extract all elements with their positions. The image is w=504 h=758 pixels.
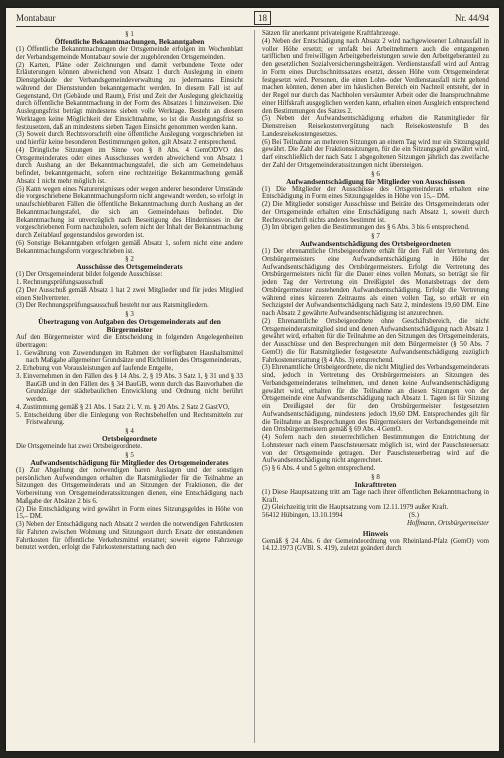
- section-number: § 4: [125, 427, 134, 435]
- paragraph: (6) Bei Teilnahme an mehreren Sitzungen an einem Tag wird nur ein Sitzungsgeld gewährt. Die Zahl der Fraktionssitzungen, für die ein Sitzungsgeld gewährt wird, darf einschließlich der nach Satz 1 abgegoltenen Sitzungen jährlich das zweifache der Zahl der Ortsgemeinderatssitzungen nicht übersteigen.: [262, 138, 489, 169]
- section-number: § 2: [125, 255, 134, 264]
- paragraph: (4) Neben der Entschädigung nach Absatz 2 wird nachgewiesener Lohnausfall in voller Höhe ersetzt; er umfaßt bei Arbeitnehmern auch die entgangenen tariflichen und freiwilligen Arbeitgeberleistungen sowie den Arbeitgeberanteil zu den gesetzlichen Sozialversicherungsbeiträgen. Verdienstausfall wird auf Antrag in Form eines Durchschnittssatzes ersetzt, dessen Höhe vom Ortsgemeinderat festgesetzt wird. Personen, die einen Lohn- oder Verdienstausfall nicht geltend machen können, denen aber im häuslichen Bereich ein Nachteil entsteht, der in der Regel nur durch das Nachholen versäumter Arbeit oder die Inanspruchnahme einer Hilfskraft ausgeglichen werden kann, erhalten einen Ausgleich entsprechend den Bestimmungen des Satzes 2.: [262, 37, 489, 115]
- list-item: 1. Gewährung von Zuwendungen im Rahmen der verfügbaren Haushaltsmittel nach Maßgabe allgemeiner Grundsätze und Richtlinien des Ortsgemeinderats,: [16, 349, 243, 365]
- paragraph: Die Ortsgemeinde hat zwei Ortsbeigeordnete.: [16, 443, 143, 450]
- section-number: § 7: [371, 232, 380, 240]
- paragraph: (1) Die Mitglieder der Ausschüsse des Ortsgemeinderats erhalten eine Entschädigung in Form eines Sitzungsgeldes in Höhe von 15,– DM.: [262, 185, 489, 201]
- section-heading: Aufwandsentschädigung für Mitglieder des Ortsgemeinderates: [30, 457, 229, 467]
- document-page: [6, 8, 499, 751]
- section-number: § 5: [125, 450, 134, 459]
- signatory: Hoffmann, Ortsbürgermeister: [406, 519, 489, 527]
- section-number: § 8: [371, 472, 380, 481]
- paragraph: (5) Kann wegen eines Naturereignisses oder wegen anderer besonderer Umstände die vorgeschriebene Bekanntmachungsform nicht angewandt werden, so erfolgt in unaufschiebbaren Fällen die öffentliche Bekanntmachung durch Aushang an der Bekanntmachungstafel, die sich am Gemeindehaus befindet. Die Bekanntmachung ist unverzüglich nach Beseitigung des Hindernisses in der vorgeschriebenen Form nachzuholen, sofern nicht der Inhalt der Bekanntmachung durch Zeitablauf gegenstandslos geworden ist.: [16, 185, 243, 239]
- header-rule: [16, 26, 489, 27]
- section-heading: Öffentliche Bekanntmachungen, Bekanntgaben: [54, 37, 205, 46]
- paragraph: (6) Sonstige Bekanntgaben erfolgen gemäß Absatz 1, sofern nicht eine andere Bekanntmachungsform vorgeschrieben ist.: [16, 239, 243, 255]
- paragraph: (5) Neben der Aufwandsentschädigung erhalten die Ratsmitglieder für Dienstreisen Reisekostenvergütung nach Reisekostenstufe B des Landesreisekostengesetzes.: [262, 115, 489, 138]
- section-heading: Ortsbeigeordnete: [101, 434, 157, 443]
- list-item: 3. Einvernehmen in den Fällen des § 14 Abs. 2, § 19 Abs. 3 Satz 1, § 31 und § 33 BauGB und in den Fällen des § 34 BauGB, wenn durch das Bauvorhaben die Grundzüge der städtebaulichen Entwicklung und Ordnung nicht berührt werden.: [16, 372, 243, 403]
- page-header: [16, 11, 489, 27]
- paragraph: (2) Der Ausschuß gemäß Absatz 1 hat 2 zwei Mitglieder und für jedes Mitglied einen Stellvertreter.: [16, 286, 243, 302]
- section-number: § 6: [371, 169, 380, 178]
- section-number: § 1: [125, 30, 134, 38]
- column-divider: [254, 30, 255, 743]
- paragraph: (2) Ehrenamtliche Ortsbeigeordnete ohne Geschäftsbereich, die nicht Ortsgemeinderatsmitglied sind und denen Aufwandsentschädigung nach Absatz 1 gewährt wird, erhalten für die Teilnahme an den Sitzungen des Ortsgemeinderats, der Ausschüsse und den Besprechungen mit dem Bürgermeister (§ 50 Abs. 7 GemO) die für Ratsmitglieder festgesetzte Aufwandsentschädigung zuzüglich Fahrkostenerstattung (§ 4 Abs. 3) entsprechend.: [262, 317, 489, 364]
- list-item: 5. Entscheidung über die Einlegung von Rechtsbehelfen und Rechtsmitteln zur Fristwahrung.: [16, 411, 243, 427]
- paragraph: (3) Im übrigen gelten die Bestimmungen des § 6 Abs. 3 bis 6 entsprechend.: [262, 224, 470, 232]
- section-heading: Inkrafttreten: [354, 479, 397, 489]
- section-heading: Ausschüsse des Ortsgemeinderats: [76, 262, 183, 272]
- section-heading: Übertragung von Aufgaben des Ortsgemeinderats auf den Bürgermeister: [38, 317, 221, 334]
- paragraph: (2) Die Entschädigung wird gewährt in Form eines Sitzungsgeldes in Höhe von 15,– DM.: [16, 505, 243, 521]
- right-column: [262, 30, 489, 743]
- paragraph: (2) Karten, Pläne oder Zeichnungen und damit verbundene Texte oder Erläuterungen können abweichend von Absatz 1 durch Auslegung in einem Dienstgebäude der Verbandsgemeindeverwaltung zu jedermanns Einsicht während der Dienststunden bekanntgemacht werden. In diesem Fall ist auf Gegenstand, Ort (Gebäude und Raum), Frist und Zeit der Auslegung gleichzeitig durch öffentliche Bekanntmachung in der Form des Absatzes 1 hinzuweisen. Die Auslegungsfrist beträgt mindestens sieben volle Werktage. Besteht an diesem Werktagen keine Möglichkeit der Einsichtnahme, so ist die Auslegungsfrist so festzusetzen, daß an mindestens sieben Tagen Einsicht genommen werden kann.: [16, 61, 243, 131]
- paragraph: (4) Dringliche Sitzungen im Sinne von § 8 Abs. 4 GemODVO des Ortsgemeinderates oder eines Ausschusses werden abweichend von Absatz 1 durch Aushang an der Bekanntmachungstafel, die sich am Gemeindehaus befindet, bekanntgemacht, sofern eine rechtzeitige Bekanntmachung gemäß Absatz 1 nicht mehr möglich ist.: [16, 146, 243, 185]
- list-item: 2. Erhebung von Vorausleistungen auf laufende Entgelte,: [16, 365, 174, 372]
- paragraph: (1) Öffentliche Bekanntmachungen der Ortsgemeinde erfolgen im Wochenblatt der Verbandsgemeinde Montabaur sowie der zugehörenden Ortsgemeinden.: [16, 46, 243, 61]
- paragraph: Gemäß § 24 Abs. 6 der Gemeindeordnung von Rheinland-Pfalz (GemO) vom 14.12.1973 (GVBl. S. 419), zuletzt geändert durch: [262, 537, 489, 553]
- page-number: 18: [254, 11, 271, 25]
- section-heading: Aufwandsentschädigung des Ortsbeigeordneten: [300, 239, 451, 248]
- paragraph: Sätzen für anerkannt privateigene Kraftfahrzeuge.: [262, 30, 400, 37]
- section-heading: Hinweis: [362, 528, 389, 538]
- issue-number: Nr. 44/94: [454, 13, 489, 23]
- signature-block: [262, 512, 489, 528]
- paragraph: Auf den Bürgermeister wird die Entscheidung in folgenden Angelegenheiten übertragen:: [16, 334, 243, 349]
- paragraph: (3) Soweit durch Rechtsvorschrift eine öffentliche Auslegung vorgeschrieben ist und hierfür keine besonderen Bestimmungen gelten, gilt Absatz 2 entsprechend.: [16, 131, 243, 146]
- paragraph: (2) Die Mitglieder sonstiger Ausschüsse und Beiräte des Ortsgemeinderats oder der Ortsgemeinde erhalten eine Entschädigung nach Absatz 1, soweit durch Rechtsvorschrift nichts anderes bestimmt ist.: [262, 201, 489, 224]
- paragraph: (3) Der Rechnungsprüfungsausschuß besteht nur aus Ratsmitgliedern.: [16, 302, 209, 310]
- paragraph: (1) Der Ortsgemeinderat bildet folgende Ausschüsse:: [16, 271, 163, 279]
- paragraph: (3) Ehrenamtliche Ortsbeigeordnete, die nicht Mitglied des Verbandsgemeinderats sind, jedoch in Vertretung des Ortsbürgermeisters an Sitzungen des Verbandsgemeinderates teilnehmen, und denen keine Aufwandsentschädigung gewährt wird, erhalten für die Teilnahme an diesen Sitzungen von der Ortsgemeinde eine Aufwandsentschädigung nach Absatz 1. Tagen ist für Sitzung ein Dreißigstel der für den Ortsbürgermeister festgesetzten Aufwandsentschädigung, mindestens jedoch 19,60 DM. Entsprechendes gilt für die Teilnahme an Besprechungen des Bürgermeisters der Verbandsgemeinde mit den Ortsbürgermeistern gemäß § 69 Abs. 4 GemO.: [262, 364, 489, 434]
- left-column: [16, 30, 243, 743]
- paragraph: (3) Neben der Entschädigung nach Absatz 2 werden die notwendigen Fahrtkosten für Fahrten zwischen Wohnung und Sitzungsort durch Ersatz der entstandenen Fahrtkosten für öffentliche Verkehrsmittel erstattet; soweit eigene Fahrzeuge benutzt werden, erfolgt die Fahrkostenerstattung nach den: [16, 521, 243, 552]
- paragraph: (4) Sofern nach den steuerrechtlichen Bestimmungen die Entrichtung der Lohnsteuer nach einem Pauschsteuersatz möglich ist, wird der Pauschsteuersatz von der Ortsgemeinde getragen. Der Pauschsteuerbetrag wird auf die Aufwandsentschädigung nicht angerechnet.: [262, 434, 489, 465]
- list-item: 4. Zustimmung gemäß § 21 Abs. 1 Satz 2 i. V. m. § 20 Abs. 2 Satz 2 GastVO,: [16, 403, 230, 411]
- section-number: § 3: [125, 310, 134, 318]
- publication-name: Montabaur: [16, 13, 56, 23]
- list-item: 1. Rechnungsprüfungsausschuß: [16, 279, 104, 286]
- paragraph: (1) Diese Hauptsatzung tritt am Tage nach ihrer öffentlichen Bekanntmachung in Kraft.: [262, 488, 489, 504]
- paragraph: (2) Gleichzeitig tritt die Hauptsatzung vom 12.11.1979 außer Kraft.: [262, 504, 449, 512]
- section-heading: Aufwandsentschädigung für Mitglieder von Ausschüssen: [286, 176, 465, 186]
- paragraph: (5) § 6 Abs. 4 und 5 gelten entsprechend.: [262, 465, 376, 472]
- signature-place-date: 56412 Hübingen, 13.10.1994: [262, 512, 343, 519]
- paragraph: (1) Der ehrenamtliche Ortsbeigeordnete erhält für den Fall der Vertretung des Ortsbürgermeisters eine Aufwandsentschädigung in Höhe der Aufwandsentschädigung des Ortsbürgermeisters. Erfolgt die Vertretung des Ortsbürgermeisters nicht für die Dauer eines vollen Monats, so beträgt sie für jeden Tag der Vertretung ein Dreißigstel des Monatsbetrags der dem Ortsbürgermeister zustehenden Aufwandsentschädigung. Erfolgt die Vertretung während eines kürzeren Zeitraums als einen vollen Tag, so erhält er ein Sechzigstel der Aufwandsentschädigung nach Satz 2, mindestens 19,60 DM. Eine nach Absatz 2 gewährte Aufwandsentschädigung ist anzurechnen.: [262, 248, 489, 317]
- seal-mark: (S.): [408, 512, 419, 519]
- paragraph: (1) Zur Abgeltung der notwendigen baren Auslagen und der sonstigen persönlichen Aufwendungen erhalten die Ratsmitglieder für die Teilnahme an Sitzungen des Ortsgemeinderats und an Sitzungen der Fraktionen, die der Vorbereitung von Ortsgemeinderatssitzungen dienen, eine Entschädigung nach Maßgabe der Absätze 2 bis 6.: [16, 466, 243, 505]
